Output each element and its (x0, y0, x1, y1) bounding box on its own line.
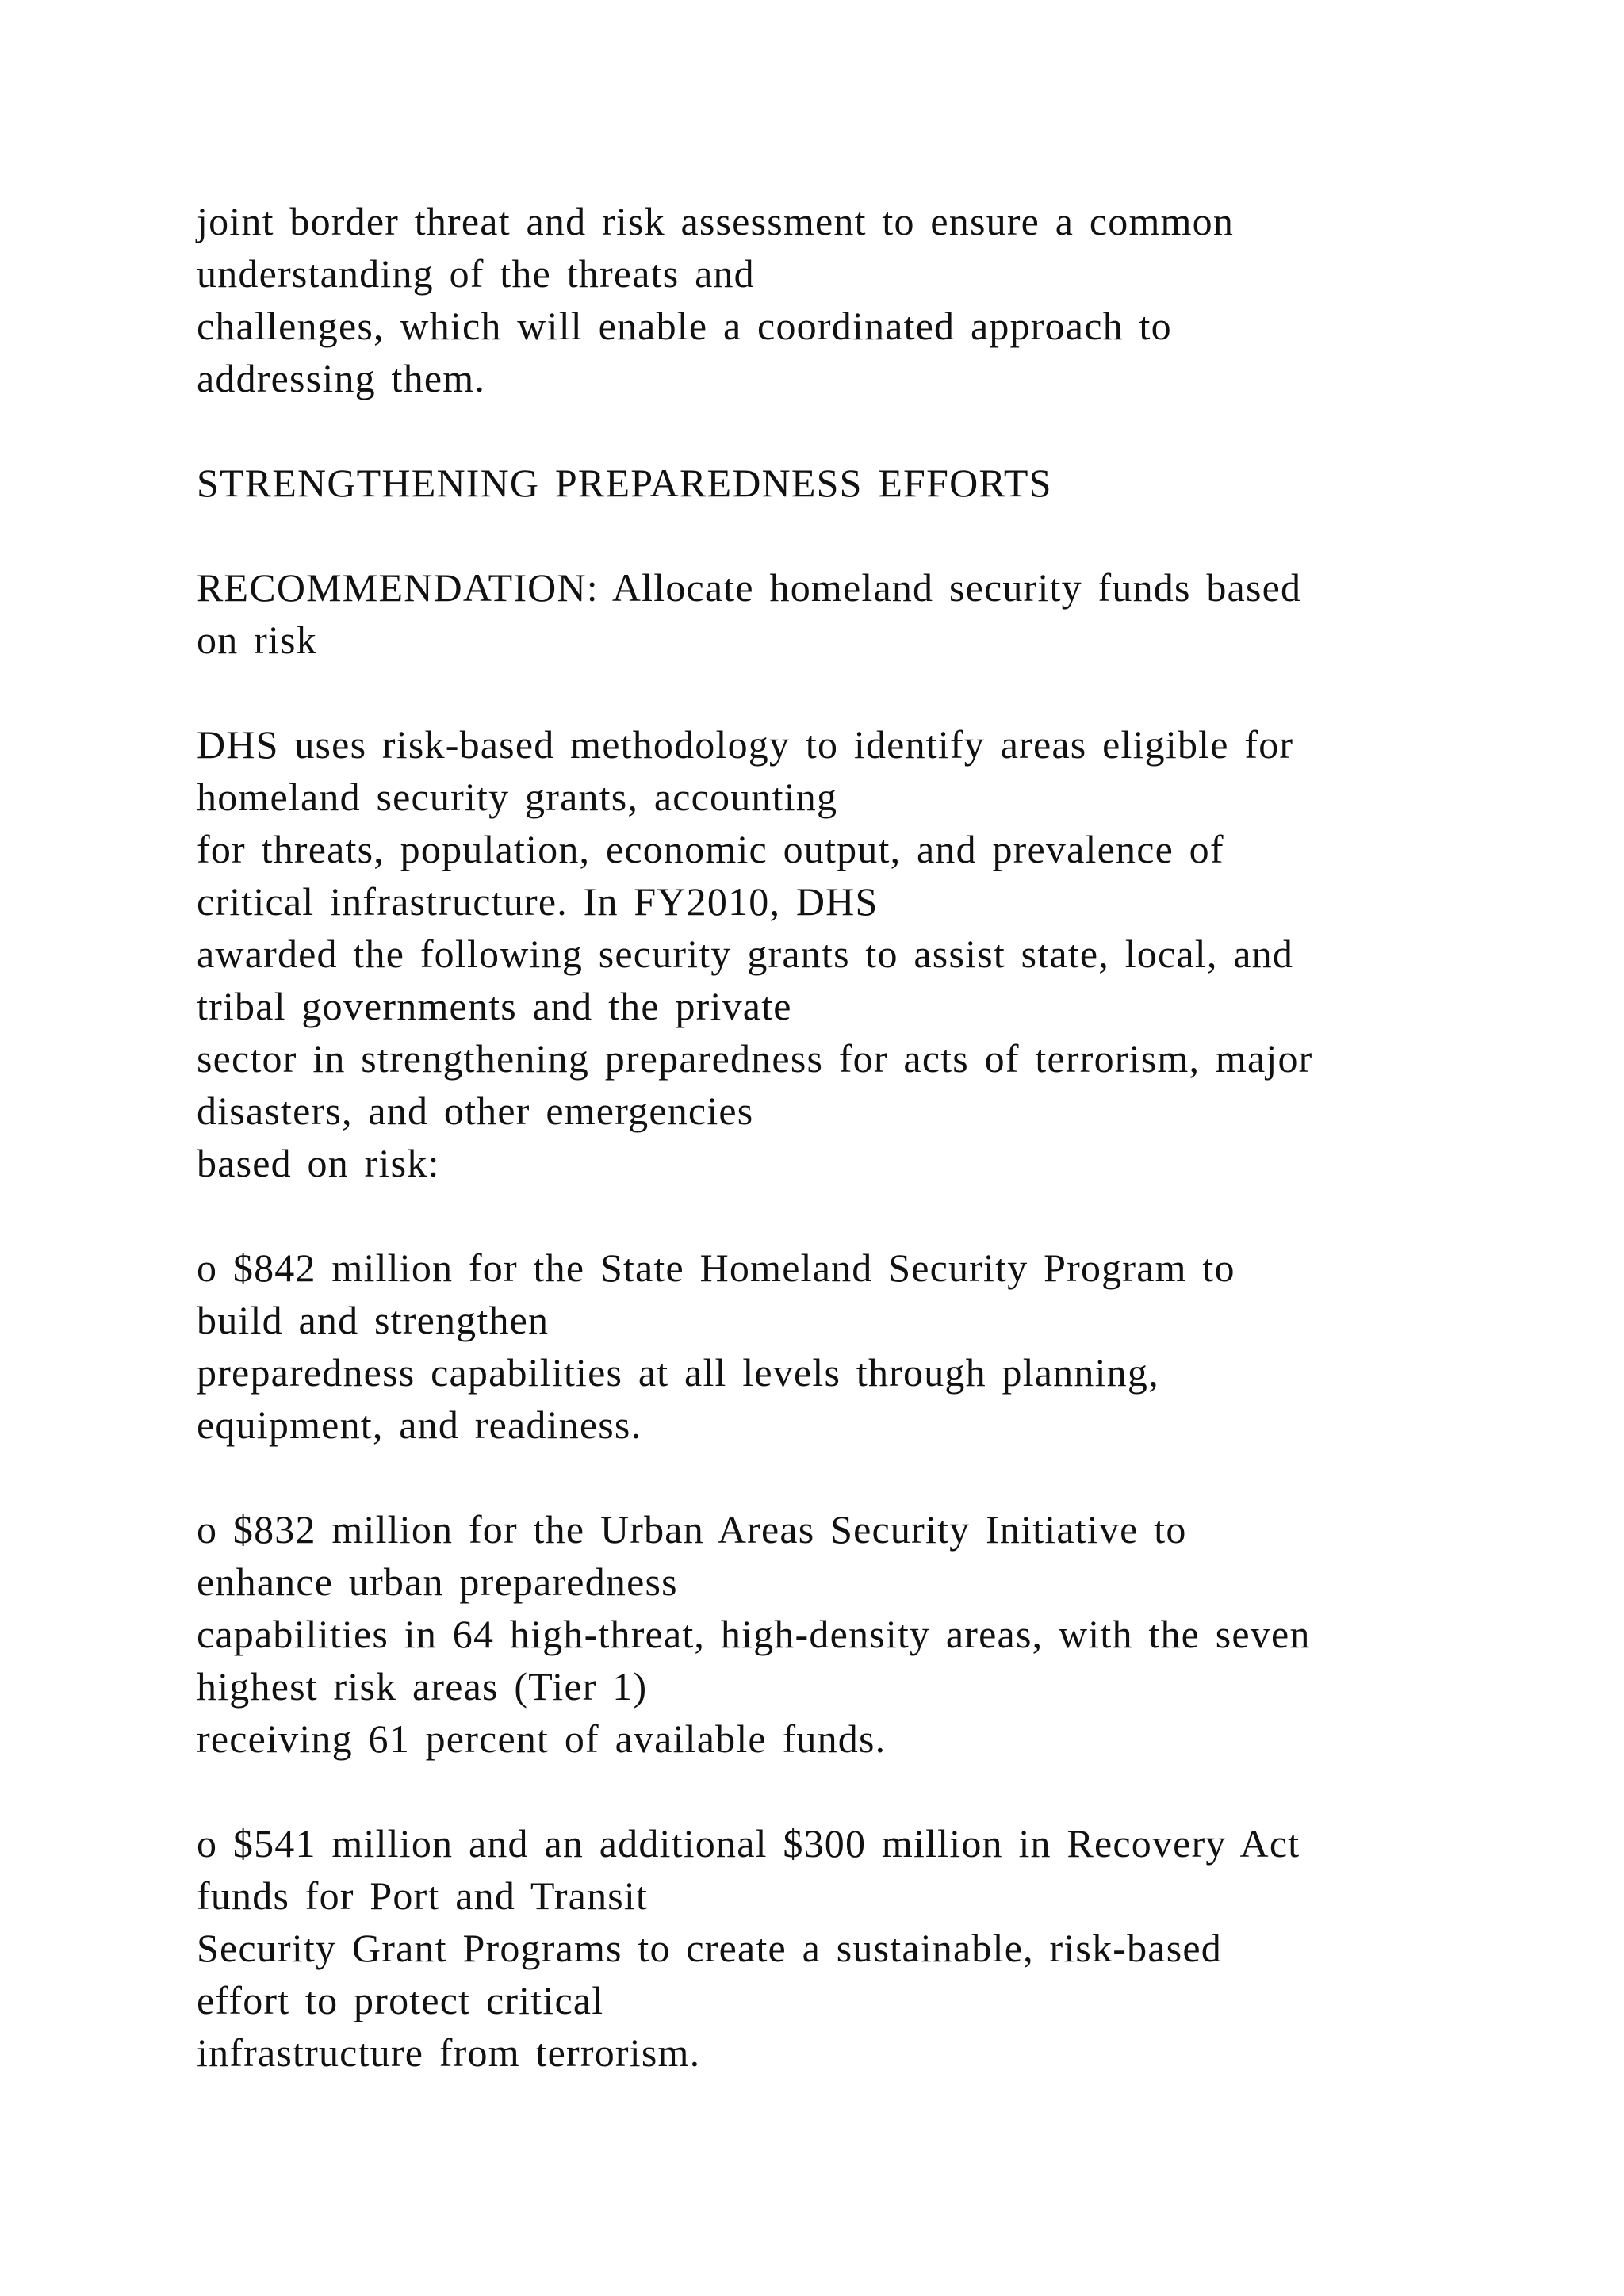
intro-paragraph (197, 195, 1465, 404)
text-line: challenges, which will enable a coordinated approach to (197, 304, 1172, 348)
text-line: o $541 million and an additional $300 million in Recovery Act (197, 1821, 1300, 1866)
text-line: joint border threat and risk assessment to ensure a common (197, 199, 1235, 243)
bullet-port-transit (197, 1817, 1465, 2079)
bullet-urban-areas (197, 1503, 1465, 1765)
text-line: equipment, and readiness. (197, 1402, 642, 1447)
text-line: o $832 million for the Urban Areas Security Initiative to (197, 1507, 1187, 1552)
text-line: on risk (197, 618, 317, 662)
recommendation (197, 561, 1465, 666)
section-heading (197, 457, 1465, 509)
text-line: homeland security grants, accounting (197, 775, 838, 819)
text-line: RECOMMENDATION: Allocate homeland security funds based (197, 565, 1302, 610)
text-line: disasters, and other emergencies (197, 1089, 754, 1133)
text-line: infrastructure from terrorism. (197, 2030, 701, 2075)
text-line: enhance urban preparedness (197, 1559, 678, 1604)
text-line: preparedness capabilities at all levels through planning, (197, 1350, 1159, 1395)
text-line: understanding of the threats and (197, 251, 755, 296)
text-line: critical infrastructure. In FY2010, DHS (197, 879, 879, 924)
text-line: for threats, population, economic output, and prevalence of (197, 827, 1224, 871)
text-line: based on risk: (197, 1141, 440, 1185)
text-line: awarded the following security grants to assist state, local, and (197, 932, 1294, 976)
bullet-state-homeland (197, 1242, 1465, 1451)
text-line: Security Grant Programs to create a sustainable, risk-based (197, 1926, 1222, 1970)
dhs-paragraph (197, 718, 1465, 1189)
text-line: funds for Port and Transit (197, 1873, 649, 1918)
text-line: highest risk areas (Tier 1) (197, 1664, 648, 1709)
text-line: addressing them. (197, 356, 486, 400)
text-line: receiving 61 percent of available funds. (197, 1716, 887, 1761)
text-line: capabilities in 64 high-threat, high-density areas, with the seven (197, 1612, 1311, 1656)
text-line: DHS uses risk-based methodology to identify areas eligible for (197, 722, 1294, 767)
text-line: effort to protect critical (197, 1978, 604, 2022)
text-line: sector in strengthening preparedness for acts of terrorism, major (197, 1036, 1313, 1081)
document-body (197, 195, 1465, 2131)
text-line: o $842 million for the State Homeland Security Program to (197, 1246, 1235, 1290)
heading-line: STRENGTHENING PREPAREDNESS EFFORTS (197, 461, 1052, 505)
text-line: build and strengthen (197, 1298, 550, 1342)
text-line: tribal governments and the private (197, 984, 792, 1028)
